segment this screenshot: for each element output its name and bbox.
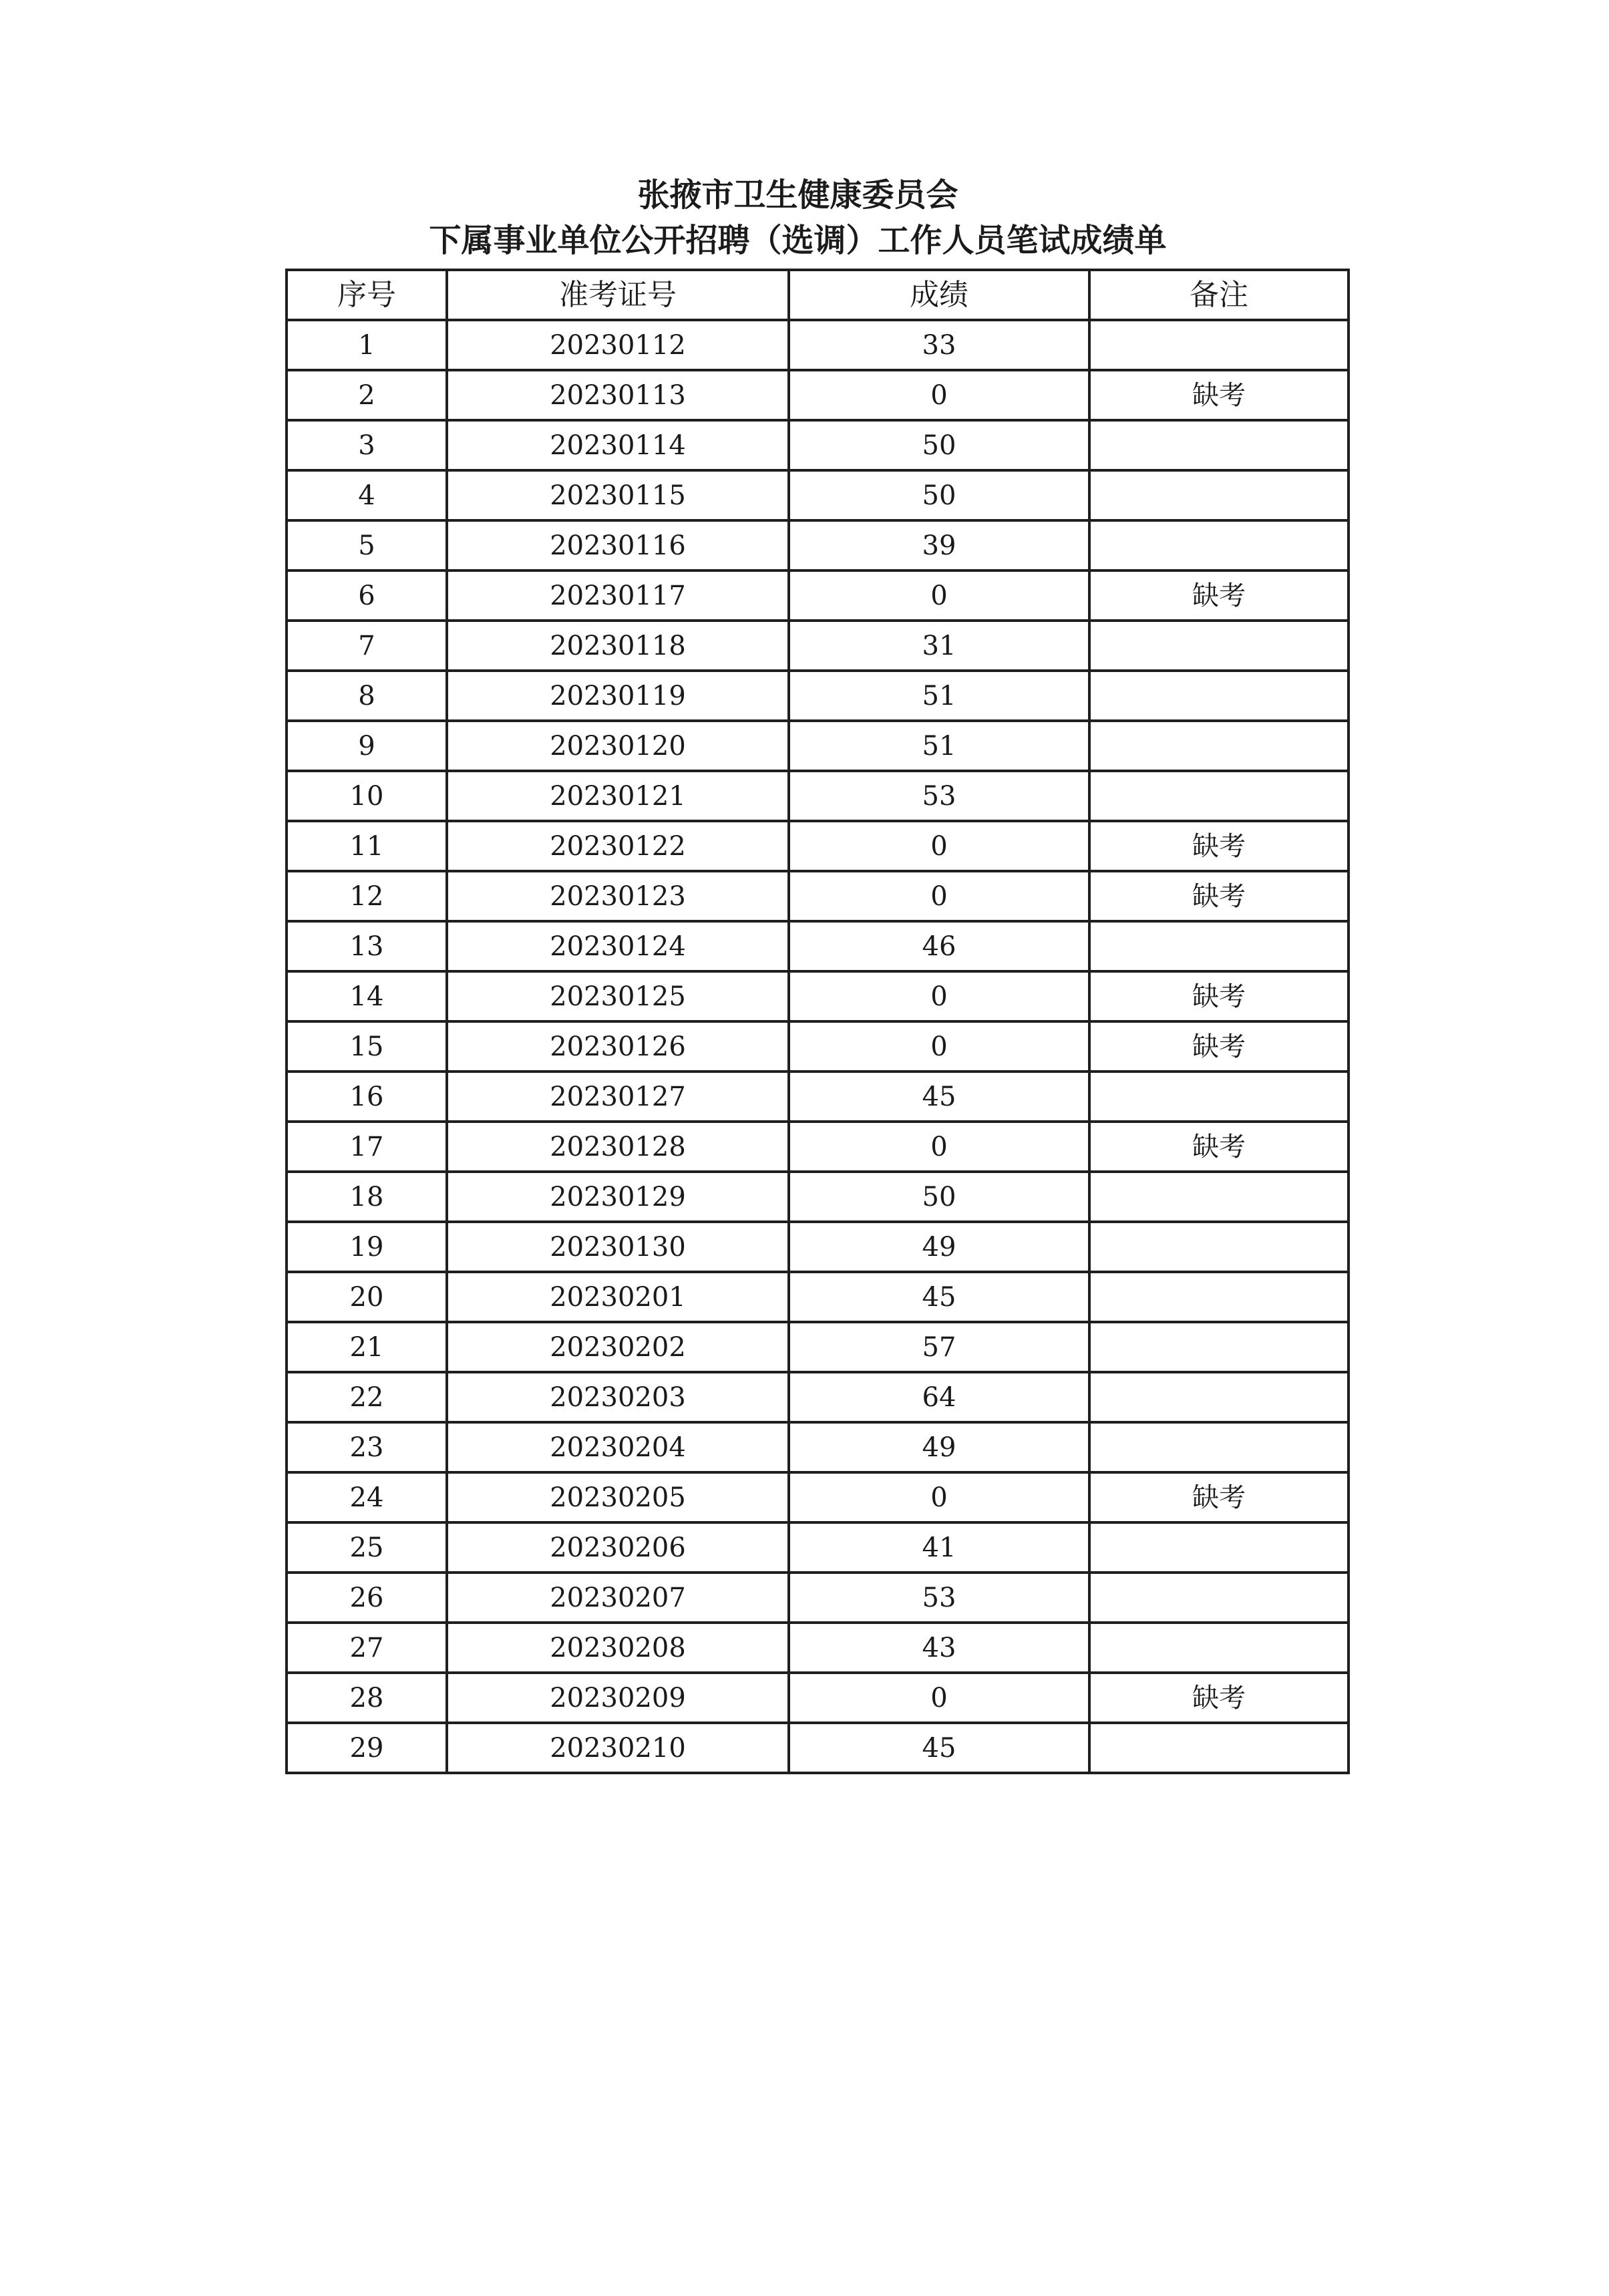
cell-score: 45	[789, 1723, 1089, 1773]
cell-exam-id: 20230205	[447, 1472, 789, 1522]
cell-exam-id: 20230115	[447, 470, 789, 520]
cell-score: 0	[789, 570, 1089, 621]
cell-score: 50	[789, 470, 1089, 520]
cell-serial-number: 2	[287, 370, 447, 420]
cell-remark	[1089, 320, 1349, 370]
cell-remark	[1089, 1222, 1349, 1272]
cell-remark	[1089, 1573, 1349, 1623]
cell-remark	[1089, 621, 1349, 671]
cell-remark	[1089, 1322, 1349, 1372]
table-row	[287, 570, 1349, 621]
cell-exam-id: 20230127	[447, 1072, 789, 1122]
cell-score: 0	[789, 971, 1089, 1021]
cell-serial-number: 15	[287, 1021, 447, 1072]
cell-score: 51	[789, 671, 1089, 721]
cell-score: 49	[789, 1222, 1089, 1272]
cell-serial-number: 25	[287, 1522, 447, 1573]
cell-exam-id: 20230126	[447, 1021, 789, 1072]
cell-score: 0	[789, 1472, 1089, 1522]
cell-score: 57	[789, 1322, 1089, 1372]
cell-exam-id: 20230123	[447, 871, 789, 921]
table-row	[287, 1623, 1349, 1673]
table-row	[287, 1472, 1349, 1522]
cell-serial-number: 17	[287, 1122, 447, 1172]
cell-exam-id: 20230130	[447, 1222, 789, 1272]
cell-serial-number: 28	[287, 1673, 447, 1723]
table-row	[287, 1122, 1349, 1172]
cell-score: 0	[789, 821, 1089, 871]
document-subtitle: 下属事业单位公开招聘（选调）工作人员笔试成绩单	[429, 222, 1167, 259]
table-row	[287, 1322, 1349, 1372]
cell-score: 46	[789, 921, 1089, 971]
cell-exam-id: 20230203	[447, 1372, 789, 1422]
table-row	[287, 320, 1349, 370]
cell-remark	[1089, 1522, 1349, 1573]
cell-score: 53	[789, 1573, 1089, 1623]
cell-score: 0	[789, 1673, 1089, 1723]
table-row	[287, 821, 1349, 871]
cell-exam-id: 20230114	[447, 420, 789, 470]
cell-serial-number: 5	[287, 520, 447, 570]
table-row	[287, 520, 1349, 570]
cell-serial-number: 16	[287, 1072, 447, 1122]
cell-score: 51	[789, 721, 1089, 771]
cell-score: 41	[789, 1522, 1089, 1573]
cell-remark	[1089, 671, 1349, 721]
cell-score: 50	[789, 420, 1089, 470]
cell-serial-number: 14	[287, 971, 447, 1021]
cell-remark	[1089, 1422, 1349, 1472]
document-header	[0, 172, 1609, 263]
table-row	[287, 1222, 1349, 1272]
cell-serial-number: 19	[287, 1222, 447, 1272]
cell-exam-id: 20230129	[447, 1172, 789, 1222]
cell-score: 45	[789, 1272, 1089, 1322]
cell-serial-number: 24	[287, 1472, 447, 1522]
cell-exam-id: 20230120	[447, 721, 789, 771]
table-row	[287, 1573, 1349, 1623]
cell-serial-number: 3	[287, 420, 447, 470]
cell-score: 45	[789, 1072, 1089, 1122]
cell-serial-number: 8	[287, 671, 447, 721]
cell-remark	[1089, 721, 1349, 771]
cell-serial-number: 7	[287, 621, 447, 671]
cell-exam-id: 20230209	[447, 1673, 789, 1723]
cell-serial-number: 6	[287, 570, 447, 621]
cell-serial-number: 29	[287, 1723, 447, 1773]
cell-serial-number: 23	[287, 1422, 447, 1472]
table-row	[287, 771, 1349, 821]
table-row	[287, 1372, 1349, 1422]
cell-exam-id: 20230128	[447, 1122, 789, 1172]
cell-score: 0	[789, 370, 1089, 420]
cell-exam-id: 20230124	[447, 921, 789, 971]
cell-exam-id: 20230121	[447, 771, 789, 821]
score-table	[285, 269, 1350, 1774]
cell-remark	[1089, 420, 1349, 470]
cell-serial-number: 11	[287, 821, 447, 871]
cell-serial-number: 10	[287, 771, 447, 821]
cell-serial-number: 13	[287, 921, 447, 971]
table-row	[287, 621, 1349, 671]
header-remark: 备注	[1089, 270, 1349, 320]
table-row	[287, 1522, 1349, 1573]
cell-score: 53	[789, 771, 1089, 821]
table-row	[287, 971, 1349, 1021]
table-row	[287, 420, 1349, 470]
cell-remark	[1089, 771, 1349, 821]
table-row	[287, 370, 1349, 420]
cell-serial-number: 12	[287, 871, 447, 921]
cell-serial-number: 21	[287, 1322, 447, 1372]
cell-remark: 缺考	[1089, 1472, 1349, 1522]
cell-remark: 缺考	[1089, 871, 1349, 921]
cell-exam-id: 20230118	[447, 621, 789, 671]
cell-score: 33	[789, 320, 1089, 370]
table-row	[287, 1272, 1349, 1322]
cell-exam-id: 20230116	[447, 520, 789, 570]
document-title: 张掖市卫生健康委员会	[637, 176, 958, 214]
cell-score: 50	[789, 1172, 1089, 1222]
table-header-row	[287, 270, 1349, 320]
cell-remark	[1089, 1372, 1349, 1422]
table-body	[287, 320, 1349, 1773]
cell-remark: 缺考	[1089, 1673, 1349, 1723]
cell-remark: 缺考	[1089, 1021, 1349, 1072]
cell-exam-id: 20230122	[447, 821, 789, 871]
table-row	[287, 1172, 1349, 1222]
cell-score: 49	[789, 1422, 1089, 1472]
cell-serial-number: 22	[287, 1372, 447, 1422]
cell-exam-id: 20230204	[447, 1422, 789, 1472]
cell-remark: 缺考	[1089, 570, 1349, 621]
header-exam-id: 准考证号	[447, 270, 789, 320]
table-row	[287, 1422, 1349, 1472]
cell-serial-number: 27	[287, 1623, 447, 1673]
cell-exam-id: 20230119	[447, 671, 789, 721]
cell-exam-id: 20230206	[447, 1522, 789, 1573]
cell-exam-id: 20230202	[447, 1322, 789, 1372]
cell-exam-id: 20230201	[447, 1272, 789, 1322]
table-row	[287, 671, 1349, 721]
cell-serial-number: 20	[287, 1272, 447, 1322]
cell-remark: 缺考	[1089, 971, 1349, 1021]
cell-score: 31	[789, 621, 1089, 671]
cell-remark	[1089, 1272, 1349, 1322]
table-row	[287, 1021, 1349, 1072]
table-row	[287, 1723, 1349, 1773]
table-row	[287, 921, 1349, 971]
cell-exam-id: 20230125	[447, 971, 789, 1021]
cell-remark	[1089, 1623, 1349, 1673]
header-score: 成绩	[789, 270, 1089, 320]
cell-score: 0	[789, 1122, 1089, 1172]
cell-exam-id: 20230208	[447, 1623, 789, 1673]
cell-exam-id: 20230113	[447, 370, 789, 420]
cell-exam-id: 20230210	[447, 1723, 789, 1773]
cell-score: 0	[789, 1021, 1089, 1072]
cell-serial-number: 18	[287, 1172, 447, 1222]
cell-remark	[1089, 520, 1349, 570]
cell-score: 0	[789, 871, 1089, 921]
cell-remark: 缺考	[1089, 1122, 1349, 1172]
cell-serial-number: 4	[287, 470, 447, 520]
cell-serial-number: 1	[287, 320, 447, 370]
cell-exam-id: 20230112	[447, 320, 789, 370]
cell-remark: 缺考	[1089, 821, 1349, 871]
cell-remark	[1089, 1072, 1349, 1122]
cell-remark: 缺考	[1089, 370, 1349, 420]
table-row	[287, 871, 1349, 921]
cell-score: 39	[789, 520, 1089, 570]
cell-remark	[1089, 1723, 1349, 1773]
cell-remark	[1089, 470, 1349, 520]
cell-remark	[1089, 921, 1349, 971]
cell-remark	[1089, 1172, 1349, 1222]
cell-exam-id: 20230117	[447, 570, 789, 621]
cell-serial-number: 9	[287, 721, 447, 771]
table-row	[287, 1673, 1349, 1723]
cell-score: 64	[789, 1372, 1089, 1422]
cell-exam-id: 20230207	[447, 1573, 789, 1623]
cell-serial-number: 26	[287, 1573, 447, 1623]
cell-score: 43	[789, 1623, 1089, 1673]
table-row	[287, 1072, 1349, 1122]
table-row	[287, 470, 1349, 520]
table-row	[287, 721, 1349, 771]
header-serial-number: 序号	[287, 270, 447, 320]
